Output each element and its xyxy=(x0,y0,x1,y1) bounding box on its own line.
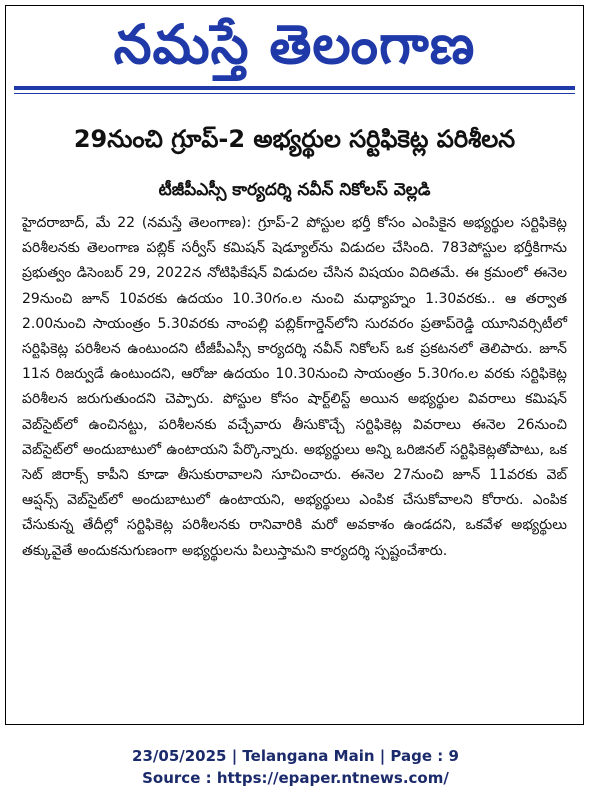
footer-source-link[interactable]: Source : https://epaper.ntnews.com/ xyxy=(142,769,449,787)
newspaper-masthead: నమస్తే తెలంగాణ xyxy=(113,13,476,76)
article-headline: 29నుంచి గ్రూప్-2 అభ్యర్థుల సర్టిఫికెట్ల పరిశీలన xyxy=(73,125,516,153)
masthead-divider xyxy=(14,86,575,90)
article-subheadline: టీజీపీఎస్సీ కార్యదర్శి నవీన్ నికోలస్ వెల్లడి xyxy=(158,180,431,200)
article-body: హైదరాబాద్, మే 22 (నమస్తే తెలంగాణ): గ్రూప్-2 పోస్టుల భర్తీ కోసం ఎంపికైన అభ్యర్థుల సర్టిఫికెట్ల పరిశీలనకు తెలంగాణ పబ్లిక్ సర్వీస్ కమిషన్ షెడ్యూల్‌ను విడుదల చేసింది. 783పోస్టుల భర్తీకిగాను ప్రభుత్వం డిసెంబర్ 29, 2022న నోటిఫికేషన్ విడుదల చేసిన విషయం విదితమే. ఈ క్రమంలో ఈనెల 29నుంచి జూన్ 10వరకు ఉదయం 10.30గం.ల నుంచి మధ్యాహ్నం 1.30వరకు.. ఆ తర్వాత 2.00నుంచి సాయంత్రం 5.30వరకు నాంపల్లి పబ్లిక్‌గార్డెన్‌లోని సురవరం ప్రతాప్‌రెడ్డి యూనివర్సిటీలో సర్టిఫికెట్ల పరిశీలన ఉంటుందని టీజీపీఎస్సీ కార్యదర్శి నవీన్ నికోలస్ ఒక ప్రకటనలో తెలిపారు. జూన్ 11న రిజర్వుడే ఉంటుందని, ఆరోజు ఉదయం 10.30నుంచి సాయంత్రం 5.30గం.ల వరకు సర్టిఫికెట్ల పరిశీలన జరుగుతుందని చెప్పారు. పోస్టుల కోసం షార్ట్‌లిస్ట్ అయిన అభ్యర్థుల వివరాలు కమిషన్ వెబ్‌సైట్‌లో ఉంచినట్టు, పరిశీలనకు వచ్చేవారు తీసుకొచ్చే సర్టిఫికెట్ల వివరాలు ఈనెల 26నుంచి వెబ్‌సైట్‌లో అందుబాటులో ఉంటాయని పేర్కొన్నారు. అభ్యర్థులు అన్ని ఒరిజినల్ సర్టిఫికెట్లతోపాటు, ఒక సెట్ జిరాక్స్ కాపీని కూడా తీసుకురావాలని సూచించారు. ఈనెల 27నుంచి జూన్ 11వరకు వెబ్ ఆప్షన్స్ వెబ్‌సైట్‌లో అందుబాటులో ఉంటాయని, అభ్యర్థులు ఎంపిక చేసుకోవాలని కోరారు. ఎంపిక చేసుకున్న తేదీల్లో సర్టిఫికెట్ల పరిశీలనకు రానివారికి మరో అవకాశం ఉండదని, ఒకవేళ అభ్యర్థులు తక్కువైతే అందుకనుగుణంగా అభ్యర్థులను పిలుస్తామని కార్యదర్శి స్పష్టంచేశారు. xyxy=(22,215,567,559)
masthead-divider-thin xyxy=(14,93,575,94)
article-frame xyxy=(5,5,584,725)
footer-date-edition-page: 23/05/2025 | Telangana Main | Page : 9 xyxy=(132,747,459,765)
